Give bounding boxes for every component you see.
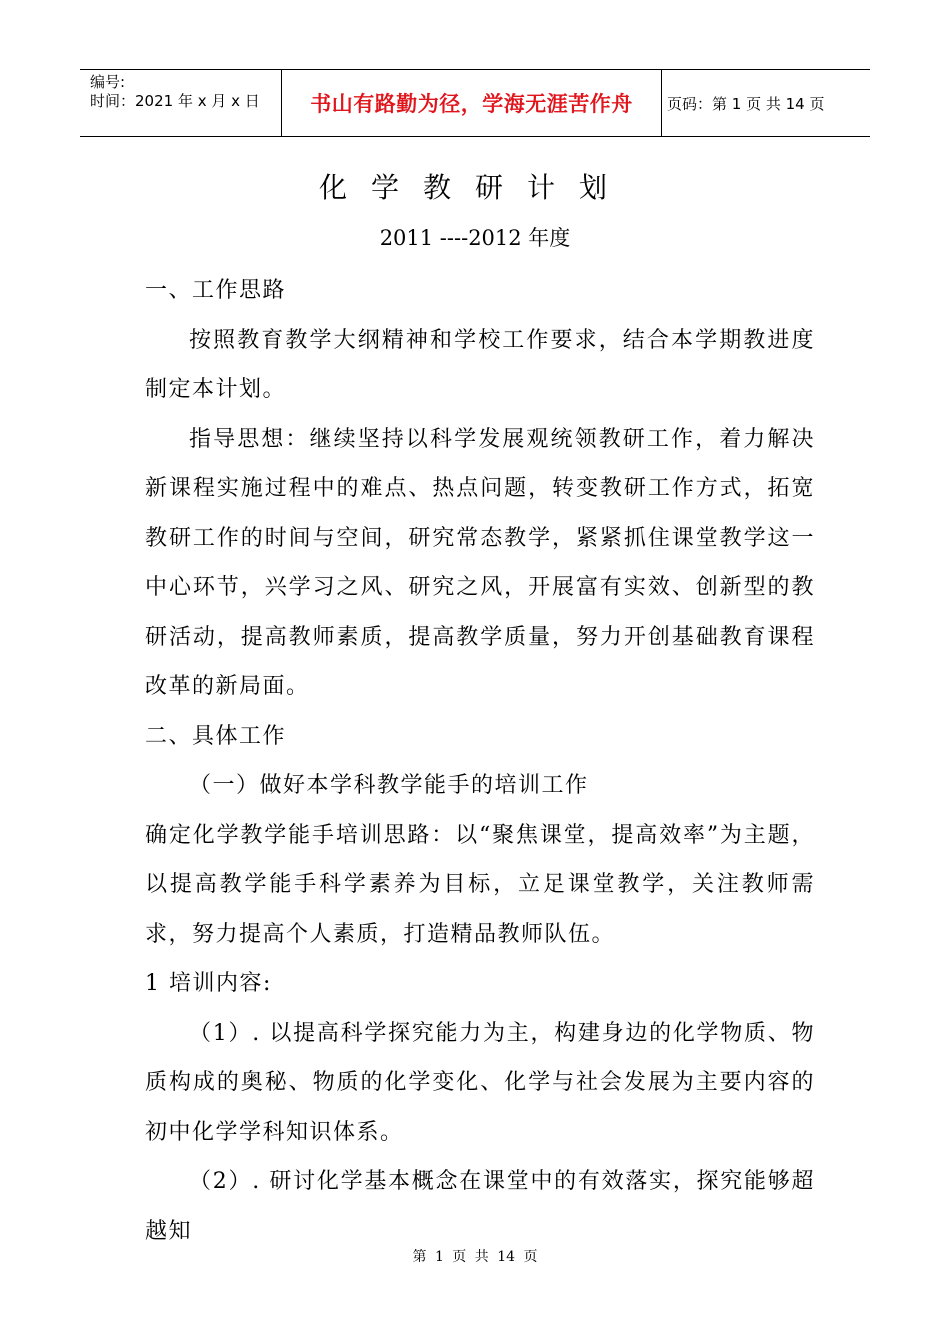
header-meta-cell xyxy=(80,70,281,136)
page-footer: 第 1 页 共 14 页 xyxy=(412,1249,538,1265)
motto-text: 书山有路勤为径，学海无涯苦作舟 xyxy=(310,92,633,116)
header-motto-cell xyxy=(281,70,662,136)
section-heading-1: 一、工作思路 xyxy=(145,278,287,303)
document-time-label: 时间：2021 年 x 月 x 日 xyxy=(90,92,260,110)
body-paragraph: 指导思想：继续坚持以科学发展观统领教研工作，着力解决新课程实施过程中的难点、热点问题，转变教研工作方式，拓宽教研工作的时间与空间，研究常态教学，紧紧抓住课堂教学这一中心环节，兴学习之风、研究之风，开展富有实效、创新型的教研活动，提高教师素质，提高教学质量，努力开创基础教育课程改革的新局面。 xyxy=(145,426,815,699)
subsection-heading: （一）做好本学科教学能手的培训工作 xyxy=(189,773,589,798)
list-item: （1）. 以提高科学探究能力为主，构建身边的化学物质、物质构成的奥秘、物质的化学变化、化学与社会发展为主要内容的初中化学学科知识体系。 xyxy=(145,1020,815,1145)
body-paragraph: 按照教育教学大纲精神和学校工作要求，结合本学期教进度制定本计划。 xyxy=(145,327,815,402)
body-paragraph: 确定化学教学能手培训思路：以“聚焦课堂，提高效率”为主题，以提高教学能手科学素养为目标，立足课堂教学，关注教师需求，努力提高个人素质，打造精品教师队伍。 xyxy=(145,822,815,947)
page-title: 化学教研计划 xyxy=(318,171,631,204)
page-subtitle: 2011 ----2012 年度 xyxy=(379,226,571,250)
header-page-number: 页码：第 1 页 共 14 页 xyxy=(667,94,825,113)
document-header xyxy=(80,69,870,137)
header-page-cell xyxy=(661,70,870,136)
section-heading-2: 二、具体工作 xyxy=(145,723,287,749)
list-item: （2）. 研讨化学基本概念在课堂中的有效落实，探究能够超越知 xyxy=(145,1169,815,1244)
document-body xyxy=(145,266,815,1256)
list-heading: 1 培训内容: xyxy=(145,971,272,996)
document-number-label: 编号: xyxy=(90,73,126,91)
